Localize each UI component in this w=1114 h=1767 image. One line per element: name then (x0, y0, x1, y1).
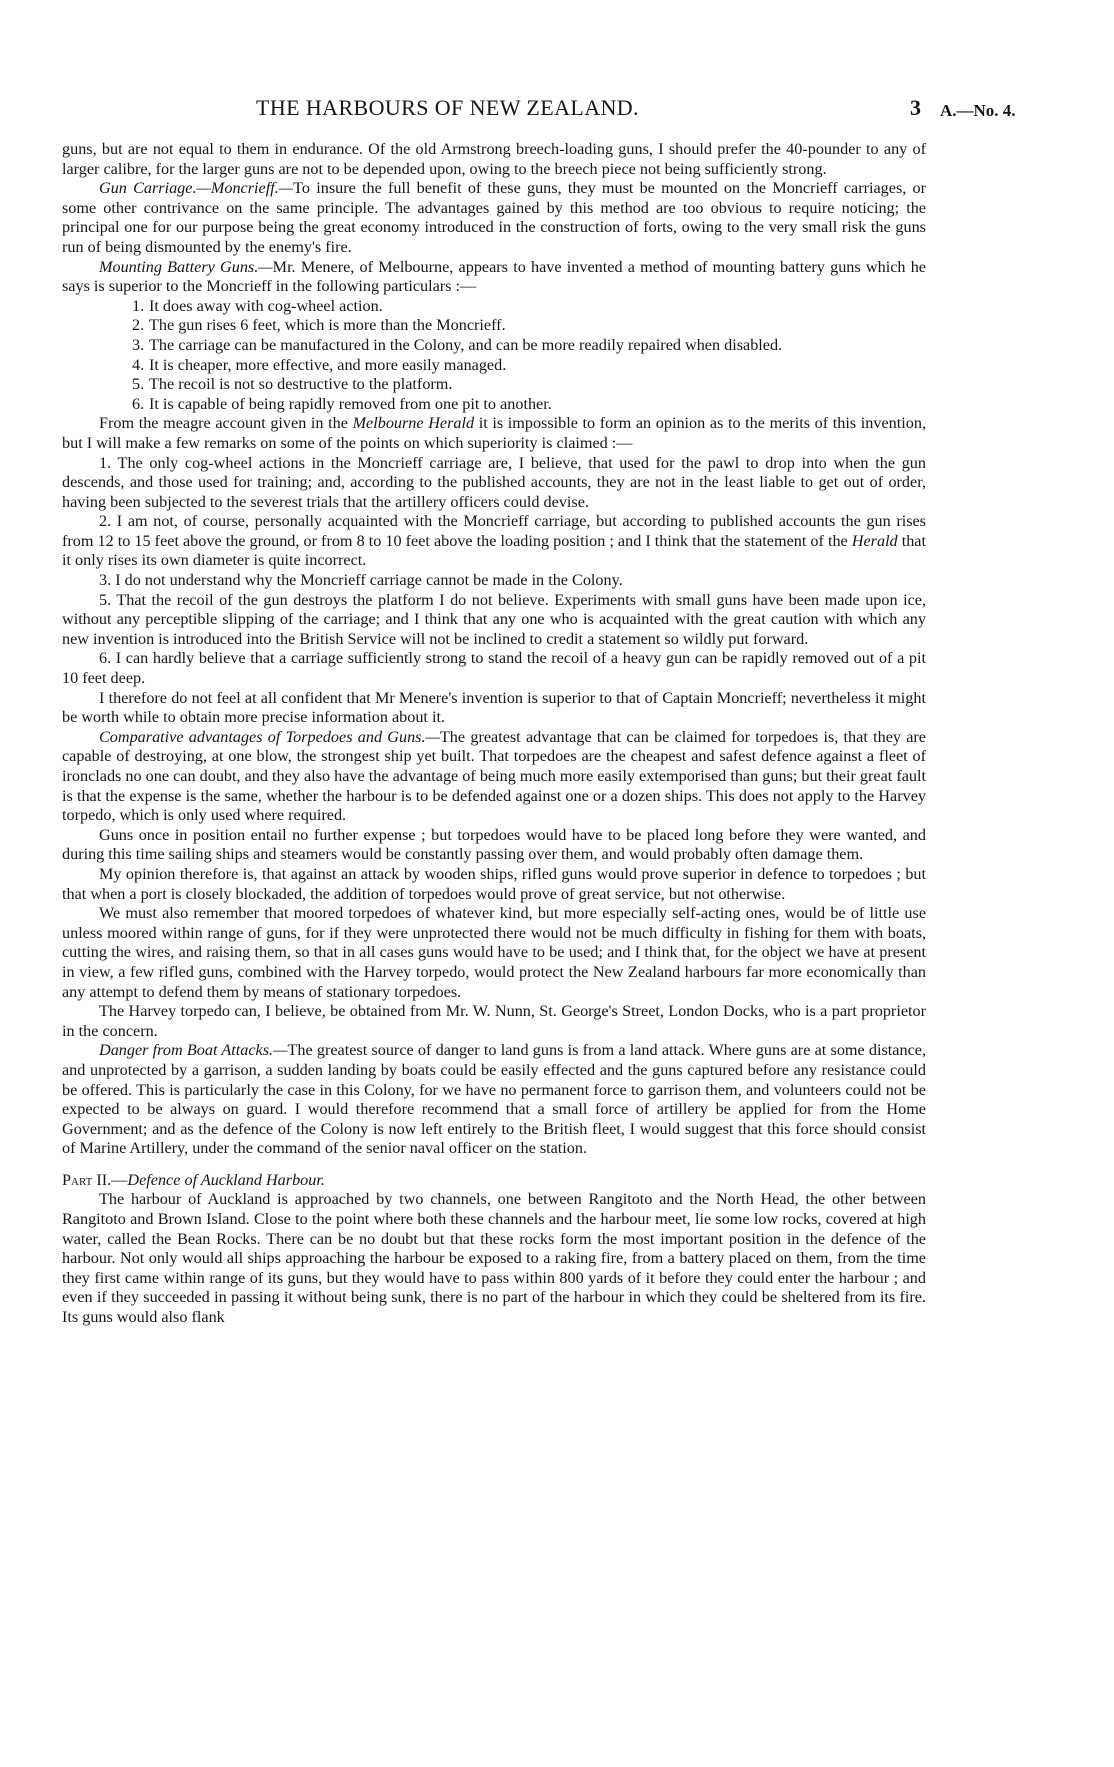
paragraph-my-opinion: My opinion therefore is, that against an attack by wooden ships, rifled guns would prove superior in defence to torpedoes ; but that when a port is closely blockaded, the addition of torpedoes would prove of great service, but not otherwise. (62, 864, 926, 903)
heading-mounting-battery: Mounting Battery Guns.— (99, 257, 273, 276)
list-item-text: The carriage can be manufactured in the Colony, and can be more readily repaired when disabled. (149, 335, 783, 354)
remark-2-italic: Herald (851, 531, 898, 550)
header-title: THE HARBOURS OF NEW ZEALAND. (256, 95, 639, 120)
list-item-text: It is cheaper, more effective, and more easily managed. (149, 355, 507, 374)
running-header (0, 95, 1114, 124)
list-item-number: 4. (132, 355, 145, 374)
list-item-number: 3. (132, 335, 145, 354)
page-number: 3 (910, 95, 921, 120)
paragraph-gun-carriage (62, 179, 926, 257)
list-item-number: 5. (132, 375, 145, 394)
gun-carriage-text: To insure the full benefit of these guns, they must be mounted on the Moncrieff carriages, or some other contrivance on the same principle. The advantages gained by this method are too obvious to require noticing; the principal one for our purpose being the great economy introduced in the construction of forts, owing to the very small risk the guns run of being dismounted by the enemy's fire. (62, 179, 927, 256)
herald-text-before: From the meagre account given in the (99, 414, 353, 433)
list-item-text: The recoil is not so destructive to the platform. (149, 375, 453, 394)
section-spacer (62, 1159, 926, 1171)
remark-2-after: that it only rises its own diameter is quite incorrect. (62, 531, 926, 570)
paragraph-boat-attacks (62, 1041, 926, 1159)
remark-3: 3. I do not understand why the Moncrieff carriage cannot be made in the Colony. (99, 571, 623, 590)
paragraph-armstrong-guns: guns, but are not equal to them in endurance. Of the old Armstrong breech-loading guns, I should prefer the 40-pounder to any of larger calibre, for the larger guns are not to be depended upon, owing to the breech piece not being sufficiently strong. (62, 140, 926, 178)
list-item-number: 1. (132, 296, 145, 315)
list-item (62, 375, 926, 395)
list-item (62, 336, 926, 356)
list-item (62, 356, 926, 376)
mounting-battery-text: Mr. Menere, of Melbourne, appears to have invented a method of mounting battery guns which he says is superior to the Moncrieff in the following particulars :— (62, 257, 926, 296)
heading-comparative: Comparative advantages of Torpedoes and Guns.— (99, 727, 440, 746)
paragraph-moored-torpedoes: We must also remember that moored torpedoes of whatever kind, but more especially self-acting ones, would be of little use unless moored within range of guns, for if they were unprotected there would not be much difficulty in fishing for them with boats, cutting the wires, and raising them, so that in all cases guns would have to be used; and I think that, for the object we have at present in view, a few rifled guns, combined with the Harvey torpedo, would protect the New Zealand harbours far more economically than any attempt to defend them by means of stationary torpedoes. (62, 904, 926, 1001)
part-title: Defence of Auckland Harbour. (127, 1170, 325, 1189)
list-item (62, 395, 926, 415)
torpedoes-text: The greatest advantage that can be claimed for torpedoes is, that they are capable of destroying, at one blow, the strongest ship yet built. That torpedoes are the cheapest and safest defence against a fleet of ironclads no one can doubt, and they also have the advantage of being much more easily extemporised than guns; but their great fault is that the expense is the same, whether the harbour is to be defended against one or a dozen ships. This does not apply to the Harvey torpedo, which is only used where required. (62, 727, 926, 825)
list-item-text: It is capable of being rapidly removed from one pit to another. (149, 394, 552, 413)
herald-text-after: it is impossible to form an opinion as to the merits of this invention, but I will make a few remarks on some of the points on which superiority is claimed :— (62, 414, 926, 452)
particulars-list (62, 297, 926, 415)
heading-gun-carriage: Gun Carriage.—Moncrieff.— (99, 179, 294, 198)
paragraph-torpedoes (62, 728, 926, 826)
boat-attacks-text: The greatest source of danger to land guns is from a land attack. Where guns are at some distance, and unprotected by a garrison, a sudden landing by boats could be easily effected and the guns captured before any resistance could be offered. This is particularly the case in this Colony, for we have no permanent force to garrison them, and volunteers could not be expected to be always on guard. I would therefore recommend that a small force of artillery be applied for from the Home Government; and as the defence of the Colony is now left entirely to the British fleet, I would suggest that this force should consist of Marine Artillery, under the command of the senior naval officer on the station. (62, 1041, 926, 1158)
remark-1: 1. The only cog-wheel actions in the Moncrieff carriage are, I believe, that used for the pawl to drop into when the gun descends, and those used for training; and, according to the published accounts, they are not in the least liable to get out of order, having been subjected to the severest trials that the artillery officers could devise. (62, 453, 926, 511)
paragraph-auckland: The harbour of Auckland is approached by two channels, one between Rangitoto and the North Head, the other between Rangitoto and Brown Island. Close to the point where both these channels and the harbour meet, lie some low rocks, covered at high water, called the Bean Rocks. There can be no doubt but that these rocks form the most important position in the defence of the harbour. Not only would all ships approaching the harbour be exposed to a raking fire, from a battery placed on them, from the time they first came within range of its guns, but they would have to pass within 800 yards of it before they could enter the harbour ; and even if they succeeded in passing it without being sunk, there is no part of the harbour in which they could be sheltered from its fire. Its guns would also flank (62, 1190, 926, 1327)
herald-title: Melbourne Herald (352, 414, 475, 433)
conclusion-paragraph: I therefore do not feel at all confident that Mr Menere's invention is superior to that of Captain Moncrieff; nevertheless it might be worth while to obtain more precise information about it. (62, 688, 926, 727)
part-heading (62, 1171, 926, 1191)
paragraph-harvey-torpedo: The Harvey torpedo can, I believe, be obtained from Mr. W. Nunn, St. George's Street, London Docks, who is a part proprietor in the concern. (62, 1002, 926, 1040)
remark-6: 6. I can hardly believe that a carriage sufficiently strong to stand the recoil of a heavy gun can be rapidly removed out of a pit 10 feet deep. (62, 649, 926, 688)
list-item (62, 316, 926, 336)
list-item (62, 297, 926, 317)
heading-boat-attacks: Danger from Boat Attacks.— (99, 1041, 288, 1060)
paragraph-mounting-battery (62, 258, 926, 297)
list-item-text: It does away with cog-wheel action. (149, 296, 383, 315)
remark-5: 5. That the recoil of the gun destroys the platform I do not believe. Experiments with small guns have been made upon ice, without any perceptible slipping of the carriage; and I think that any one who is acquainted with the great caution with which any new invention is introduced into the British Service will not be inclined to credit a statement so wildly put forward. (62, 590, 926, 648)
part-label: Part II.— (62, 1170, 128, 1189)
paragraph-guns-once: Guns once in position entail no further expense ; but torpedoes would have to be placed long before they were wanted, and during this time sailing ships and steamers would be constantly passing over them, and would probably often damage them. (62, 825, 926, 864)
list-item-text: The gun rises 6 feet, which is more than the Moncrieff. (149, 316, 506, 335)
list-item-number: 6. (132, 394, 145, 413)
paragraph-herald (62, 414, 926, 453)
document-body (62, 140, 926, 1328)
remark-2 (62, 512, 926, 571)
list-item-number: 2. (132, 316, 145, 335)
remark-2-before: 2. I am not, of course, personally acquainted with the Moncrieff carriage, but according to published accounts the gun rises from 12 to 15 feet above the ground, or from 8 to 10 feet above the loading position ; and I think that the statement of the (62, 512, 926, 550)
document-reference: A.—No. 4. (940, 101, 1016, 120)
